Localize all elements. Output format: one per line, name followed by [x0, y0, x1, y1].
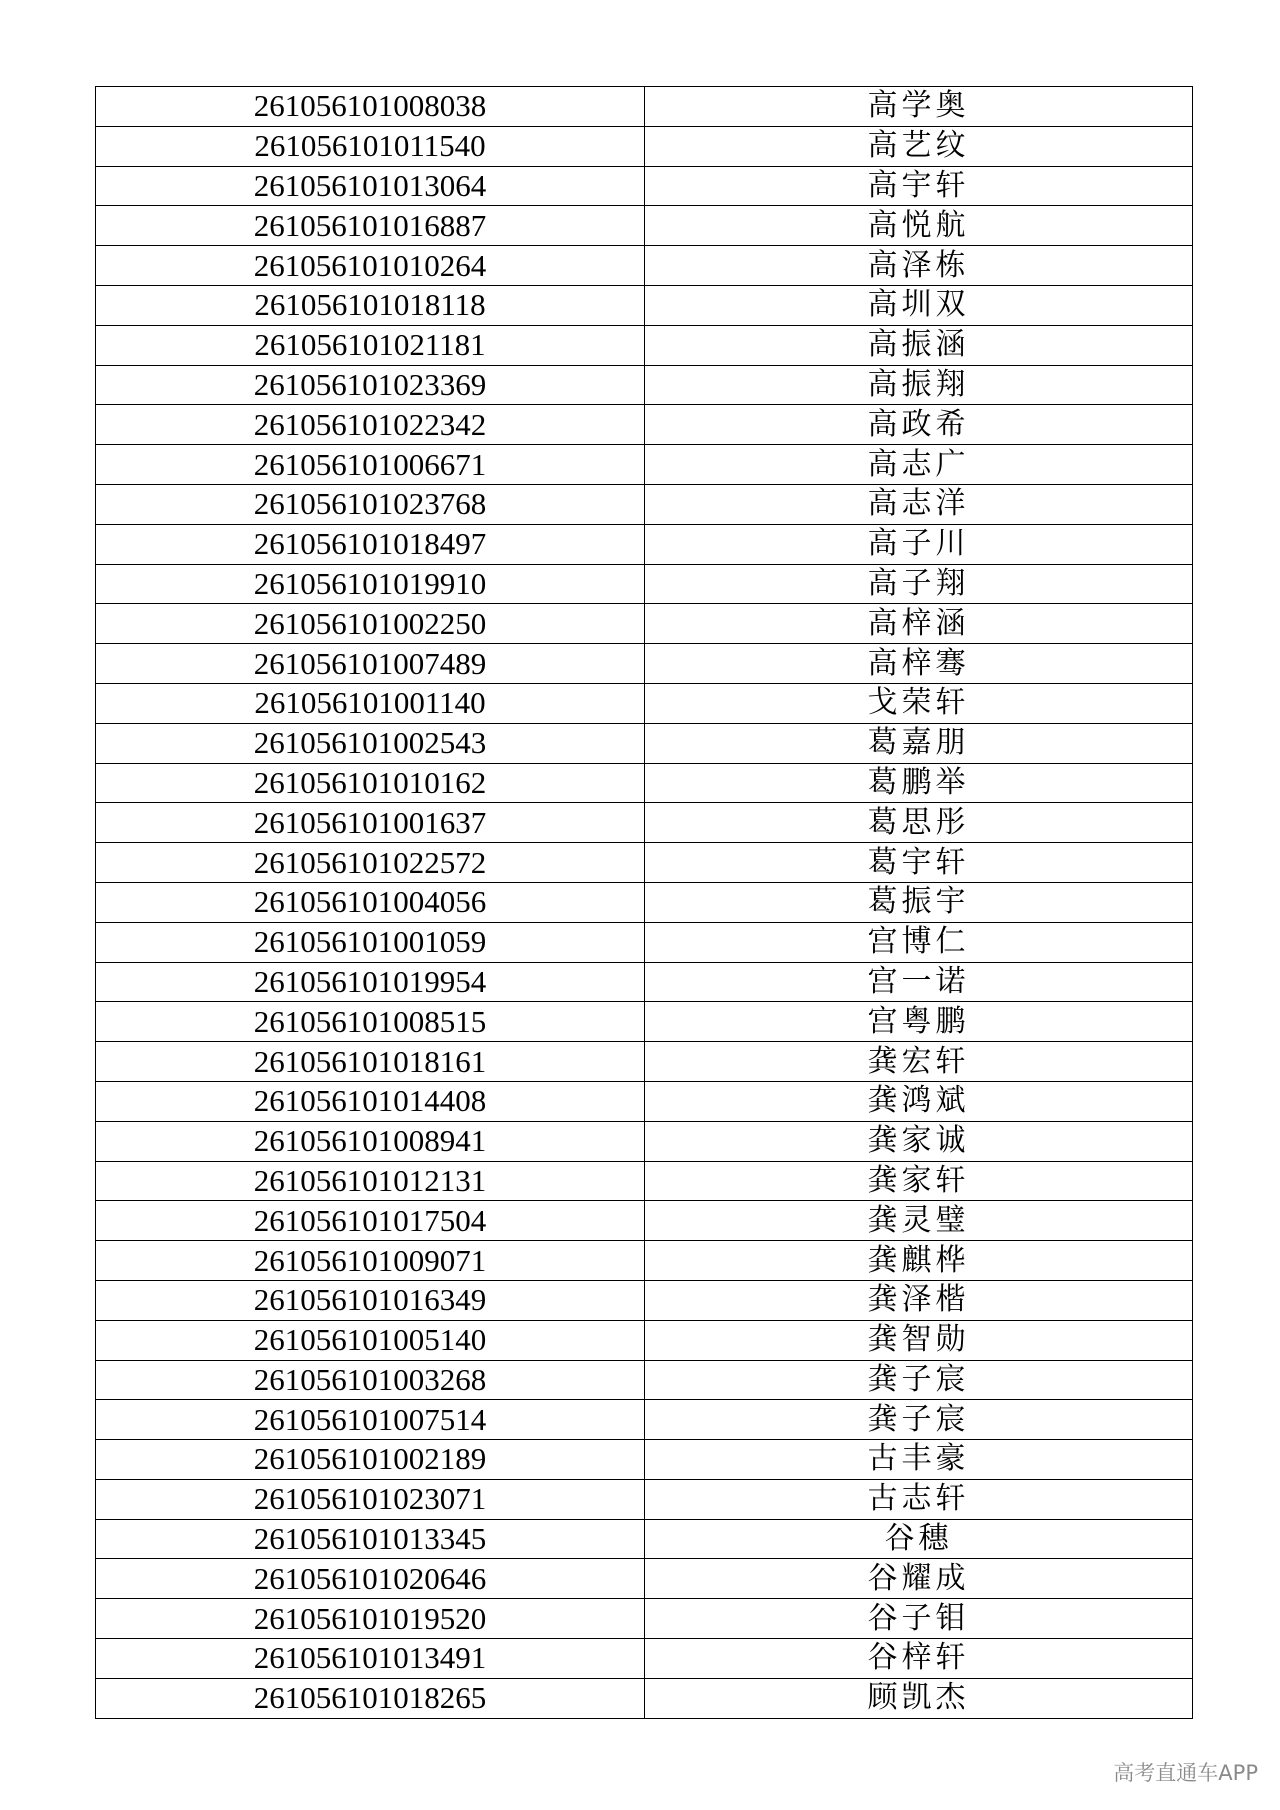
candidate-name-cell: 宫一诺	[645, 962, 1193, 1002]
candidate-name-cell: 高艺纹	[645, 126, 1193, 166]
candidate-name-cell: 高圳双	[645, 285, 1193, 325]
candidate-id-cell: 261056101004056	[96, 882, 645, 922]
candidate-name-cell: 高学奥	[645, 87, 1193, 127]
candidate-id-cell: 261056101012131	[96, 1161, 645, 1201]
candidate-name-cell: 谷耀成	[645, 1559, 1193, 1599]
candidate-name-cell: 高梓骞	[645, 644, 1193, 684]
candidate-name-cell: 高子翔	[645, 564, 1193, 604]
candidate-name-cell: 高政希	[645, 405, 1193, 445]
candidate-id-cell: 261056101001059	[96, 922, 645, 962]
candidate-id-cell: 261056101023768	[96, 484, 645, 524]
candidate-id-cell: 261056101019910	[96, 564, 645, 604]
table-row	[96, 1201, 1193, 1241]
candidate-name-cell: 葛鹏举	[645, 763, 1193, 803]
table-row	[96, 1241, 1193, 1281]
table-row	[96, 1440, 1193, 1480]
candidate-id-cell: 261056101007489	[96, 644, 645, 684]
candidate-name-cell: 谷梓轩	[645, 1639, 1193, 1679]
table-row	[96, 1280, 1193, 1320]
candidate-name-cell: 龚子宸	[645, 1360, 1193, 1400]
candidate-name-cell: 高泽栋	[645, 246, 1193, 286]
table-row	[96, 1161, 1193, 1201]
candidate-id-cell: 261056101005140	[96, 1320, 645, 1360]
table-row	[96, 1121, 1193, 1161]
candidate-id-cell: 261056101002543	[96, 723, 645, 763]
table-row	[96, 723, 1193, 763]
candidate-name-cell: 龚家诚	[645, 1121, 1193, 1161]
candidate-id-cell: 261056101018497	[96, 524, 645, 564]
candidate-name-cell: 葛宇轩	[645, 843, 1193, 883]
table-row	[96, 644, 1193, 684]
table-row	[96, 1081, 1193, 1121]
candidate-name-cell: 高志广	[645, 445, 1193, 485]
table-row	[96, 365, 1193, 405]
candidate-id-cell: 261056101023071	[96, 1479, 645, 1519]
candidate-name-cell: 高悦航	[645, 206, 1193, 246]
table-row	[96, 564, 1193, 604]
table-row	[96, 1400, 1193, 1440]
candidate-id-cell: 261056101003268	[96, 1360, 645, 1400]
candidate-name-cell: 高志洋	[645, 484, 1193, 524]
table-row	[96, 604, 1193, 644]
candidate-name-cell: 高宇轩	[645, 166, 1193, 206]
candidate-id-cell: 261056101008515	[96, 1002, 645, 1042]
candidate-id-cell: 261056101022572	[96, 843, 645, 883]
candidate-id-cell: 261056101019520	[96, 1599, 645, 1639]
candidate-name-cell: 顾凯杰	[645, 1678, 1193, 1718]
table-row	[96, 882, 1193, 922]
candidate-name-cell: 宫博仁	[645, 922, 1193, 962]
candidate-id-cell: 261056101002250	[96, 604, 645, 644]
table-row	[96, 445, 1193, 485]
table-row	[96, 166, 1193, 206]
candidate-id-cell: 261056101006671	[96, 445, 645, 485]
candidate-name-cell: 葛振宇	[645, 882, 1193, 922]
candidate-id-cell: 261056101008941	[96, 1121, 645, 1161]
table-row	[96, 246, 1193, 286]
candidate-id-cell: 261056101008038	[96, 87, 645, 127]
candidate-table-body	[96, 87, 1193, 1719]
table-row	[96, 285, 1193, 325]
candidate-id-cell: 261056101020646	[96, 1559, 645, 1599]
candidate-name-cell: 龚智勋	[645, 1320, 1193, 1360]
candidate-id-cell: 261056101023369	[96, 365, 645, 405]
candidate-id-cell: 261056101001637	[96, 803, 645, 843]
candidate-name-cell: 龚鸿斌	[645, 1081, 1193, 1121]
table-row	[96, 325, 1193, 365]
candidate-name-cell: 宫粤鹏	[645, 1002, 1193, 1042]
candidate-id-cell: 261056101014408	[96, 1081, 645, 1121]
candidate-table	[95, 86, 1193, 1719]
candidate-name-cell: 谷穗	[645, 1519, 1193, 1559]
candidate-id-cell: 261056101002189	[96, 1440, 645, 1480]
candidate-name-cell: 龚家轩	[645, 1161, 1193, 1201]
candidate-id-cell: 261056101010162	[96, 763, 645, 803]
candidate-id-cell: 261056101013345	[96, 1519, 645, 1559]
candidate-name-cell: 葛嘉朋	[645, 723, 1193, 763]
candidate-name-cell: 高梓涵	[645, 604, 1193, 644]
candidate-id-cell: 261056101001140	[96, 683, 645, 723]
candidate-name-cell: 高子川	[645, 524, 1193, 564]
candidate-id-cell: 261056101019954	[96, 962, 645, 1002]
table-row	[96, 1320, 1193, 1360]
candidate-name-cell: 古志轩	[645, 1479, 1193, 1519]
candidate-id-cell: 261056101018118	[96, 285, 645, 325]
table-row	[96, 87, 1193, 127]
candidate-id-cell: 261056101022342	[96, 405, 645, 445]
candidate-name-cell: 龚泽楷	[645, 1280, 1193, 1320]
candidate-id-cell: 261056101011540	[96, 126, 645, 166]
candidate-name-cell: 戈荣轩	[645, 683, 1193, 723]
table-row	[96, 524, 1193, 564]
table-row	[96, 1599, 1193, 1639]
table-row	[96, 1042, 1193, 1082]
candidate-id-cell: 261056101016887	[96, 206, 645, 246]
candidate-name-cell: 高振翔	[645, 365, 1193, 405]
candidate-name-cell: 龚宏轩	[645, 1042, 1193, 1082]
table-row	[96, 1678, 1193, 1718]
candidate-name-cell: 高振涵	[645, 325, 1193, 365]
table-row	[96, 1002, 1193, 1042]
candidate-name-cell: 古丰豪	[645, 1440, 1193, 1480]
table-row	[96, 1360, 1193, 1400]
table-row	[96, 763, 1193, 803]
candidate-name-cell: 谷子钼	[645, 1599, 1193, 1639]
table-row	[96, 206, 1193, 246]
candidate-id-cell: 261056101016349	[96, 1280, 645, 1320]
candidate-id-cell: 261056101013064	[96, 166, 645, 206]
candidate-id-cell: 261056101018265	[96, 1678, 645, 1718]
table-row	[96, 1559, 1193, 1599]
table-row	[96, 803, 1193, 843]
table-row	[96, 405, 1193, 445]
candidate-id-cell: 261056101010264	[96, 246, 645, 286]
table-row	[96, 484, 1193, 524]
candidate-name-cell: 龚麒桦	[645, 1241, 1193, 1281]
table-row	[96, 962, 1193, 1002]
candidate-id-cell: 261056101021181	[96, 325, 645, 365]
candidate-name-cell: 龚子宸	[645, 1400, 1193, 1440]
table-row	[96, 1479, 1193, 1519]
candidate-name-cell: 龚灵璧	[645, 1201, 1193, 1241]
table-row	[96, 922, 1193, 962]
candidate-id-cell: 261056101017504	[96, 1201, 645, 1241]
candidate-id-cell: 261056101009071	[96, 1241, 645, 1281]
table-row	[96, 1519, 1193, 1559]
candidate-id-cell: 261056101007514	[96, 1400, 645, 1440]
table-row	[96, 683, 1193, 723]
watermark-label: 高考直通车APP	[1113, 1761, 1258, 1785]
candidate-name-cell: 葛思彤	[645, 803, 1193, 843]
table-row	[96, 126, 1193, 166]
candidate-id-cell: 261056101013491	[96, 1639, 645, 1679]
table-row	[96, 1639, 1193, 1679]
table-row	[96, 843, 1193, 883]
candidate-id-cell: 261056101018161	[96, 1042, 645, 1082]
